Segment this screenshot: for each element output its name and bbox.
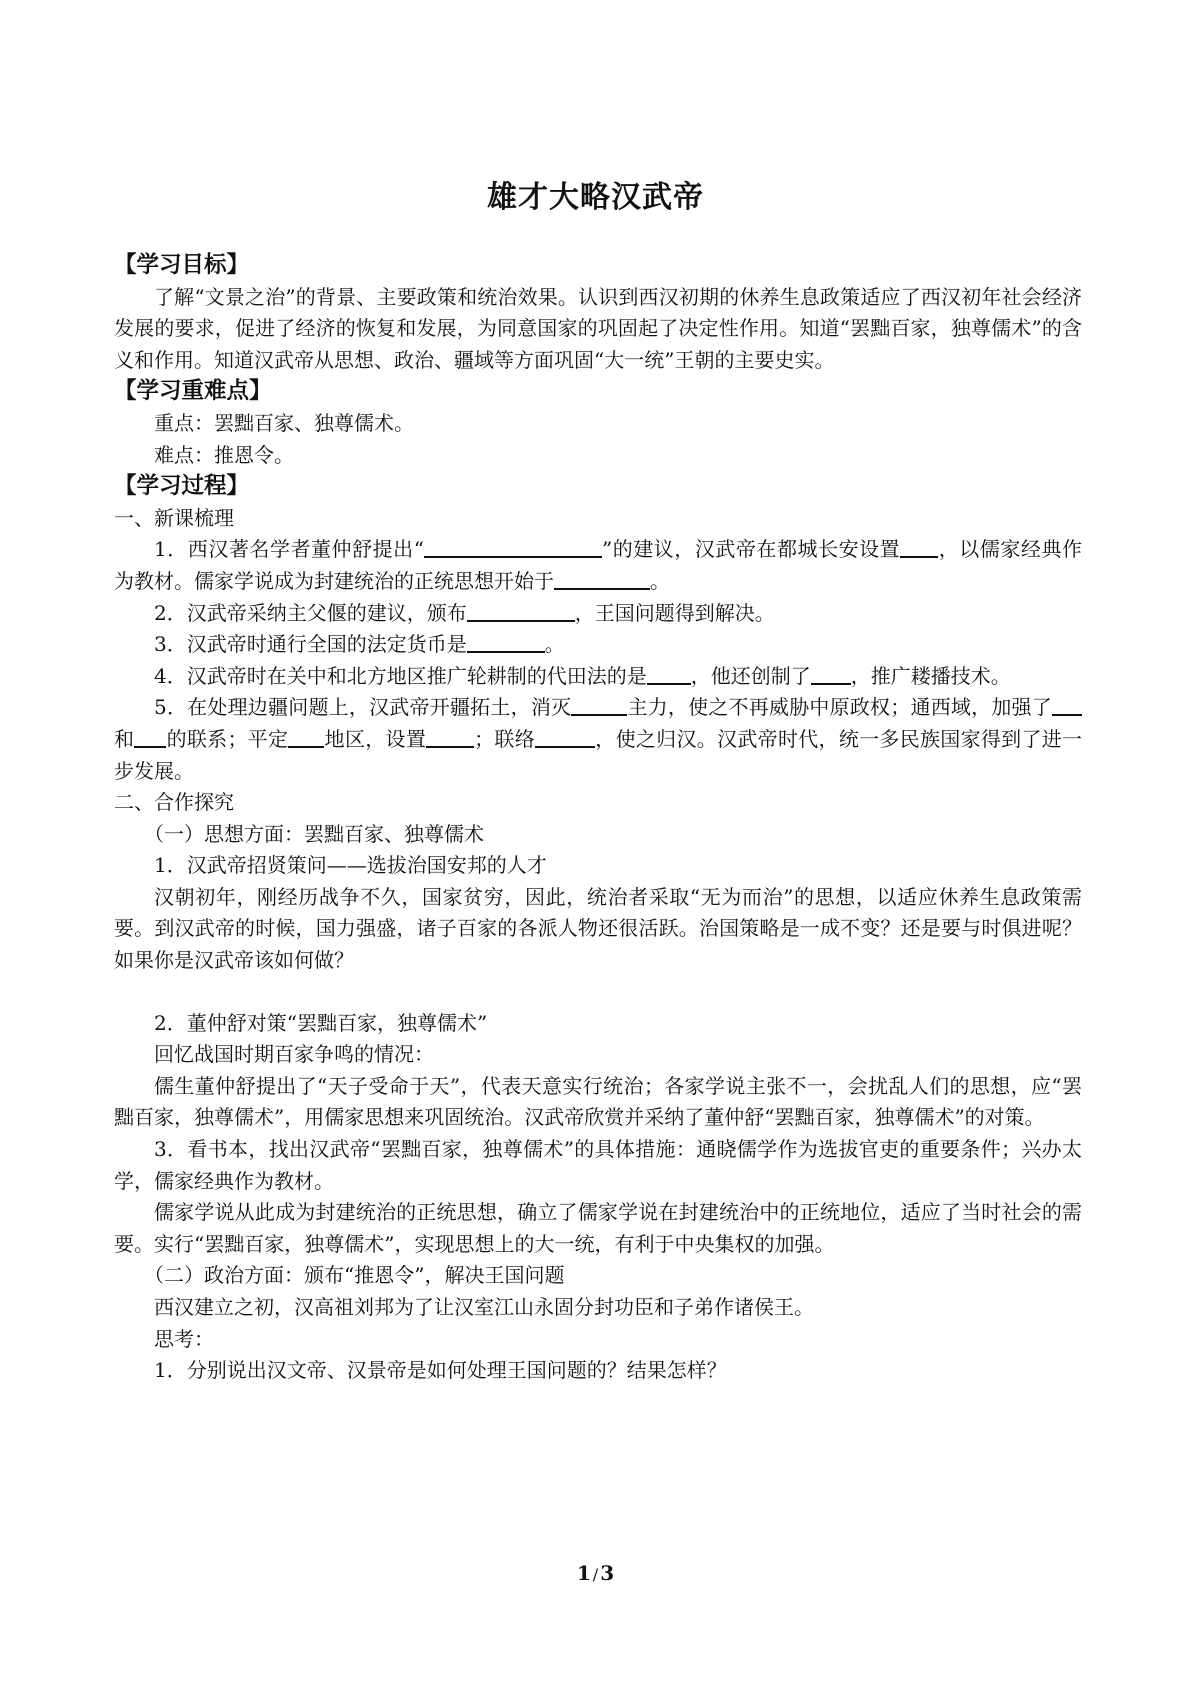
answer-blank[interactable] — [535, 726, 595, 748]
difficult-point: 难点：推恩令。 — [154, 442, 294, 467]
answer-blank[interactable] — [288, 726, 324, 748]
question-5: 5．在处理边疆问题上，汉武帝开疆拓土，消灭 主力，使之不再威胁中原政权；通西域，加强了和 的联系；平定 地区，设置 ；联络 ，使之归汉。汉武帝时代，统一多民族国家得到了进一步发展。 — [114, 695, 1083, 783]
answer-blank[interactable] — [554, 568, 650, 590]
question-1: 1．西汉著名学者董仲舒提出“ ”的建议，汉武帝在都城长安设置 ，以儒家经典作为教材。儒家学说成为封建统治的正统思想开始于 。 — [114, 537, 1082, 593]
goals-heading: 【学习目标】 — [114, 252, 250, 278]
answer-blank[interactable] — [426, 726, 474, 748]
answer-blank[interactable] — [424, 536, 602, 558]
answer-blank[interactable] — [900, 536, 938, 558]
key-points-heading: 【学习重难点】 — [114, 378, 272, 405]
answer-blank[interactable] — [811, 663, 851, 685]
sub1-question-2: 2．董仲舒对策“罢黜百家，独尊儒术” — [154, 1010, 488, 1035]
question-2: 2．汉武帝采纳主父偃的建议，颁布 ，王国问题得到解决。 — [154, 600, 775, 625]
page-separator: / — [592, 1565, 599, 1584]
document-body — [114, 250, 1082, 1387]
goals-text: 了解“文景之治”的背景、主要政策和统治效果。认识到西汉初期的休养生息政策适应了西汉初年社会经济发展的要求，促进了经济的恢复和发展，为同意国家的巩固起了决定性作用。知道“罢黜百家，独尊儒术”的含义和作用。知道汉武帝从思想、政治、疆域等方面巩固“大一统”王朝的主要史实。 — [114, 284, 1082, 372]
page-total: 3 — [600, 1561, 615, 1585]
sub1-paragraph-1: 汉朝初年，刚经历战争不久，国家贫穷，因此，统治者采取“无为而治”的思想，以适应休养生息政策需要。到汉武帝的时候，国力强盛，诸子百家的各派人物还很活跃。治国策略是一成不变？还是要与时俱进呢？如果你是汉武帝该如何做？ — [114, 884, 1082, 973]
page-title: 雄才大略汉武帝 — [487, 180, 704, 215]
sub1-paragraph-3: 儒生董仲舒提出了“天子受命于天”，代表天意实行统治；各家学说主张不一，会扰乱人们的思想，应“罢黜百家，独尊儒术”，用儒家思想来巩固统治。汉武帝欣赏并采纳了董仲舒“罢黜百家，独尊儒术”的对策。 — [114, 1073, 1082, 1130]
answer-blank[interactable] — [571, 694, 627, 716]
sub1-question-1: 1．汉武帝招贤策问——选拔治国安邦的人才 — [154, 853, 547, 878]
part1-title: 一、新课梳理 — [114, 505, 234, 530]
answer-space — [114, 977, 1082, 1008]
key-point: 重点：罢黜百家、独尊儒术。 — [154, 410, 414, 435]
part2-title: 二、合作探究 — [114, 790, 234, 815]
sub2-paragraph-1: 西汉建立之初，汉高祖刘邦为了让汉室江山永固分封功臣和子弟作诸侯王。 — [154, 1295, 814, 1319]
sub1-paragraph-4: 儒家学说从此成为封建统治的正统思想，确立了儒家学说在封建统治中的正统地位，适应了当时社会的需要。实行“罢黜百家，独尊儒术”，实现思想上的大一统，有利于中央集权的加强。 — [114, 1200, 1082, 1256]
question-3: 3．汉武帝时通行全国的法定货币是 。 — [154, 632, 565, 657]
sub1-title: （一）思想方面：罢黜百家、独尊儒术 — [144, 821, 484, 846]
sub1-paragraph-2: 回忆战国时期百家争鸣的情况： — [154, 1042, 434, 1067]
page-current: 1 — [576, 1561, 591, 1585]
sub2-title: （二）政治方面：颁布“推恩令”，解决王国问题 — [144, 1263, 565, 1288]
answer-blank[interactable] — [647, 663, 691, 685]
sub2-think-label: 思考： — [154, 1326, 214, 1351]
question-4: 4．汉武帝时在关中和北方地区推广轮耕制的代田法的是 ，他还创制了 ，推广耧播技术。 — [154, 663, 1011, 688]
answer-blank[interactable] — [1052, 694, 1082, 716]
page-number — [0, 1561, 1191, 1585]
answer-blank[interactable] — [467, 600, 575, 622]
process-heading: 【学习过程】 — [114, 473, 250, 500]
answer-blank[interactable] — [134, 726, 166, 748]
sub2-question-1: 1．分别说出汉文帝、汉景帝是如何处理王国问题的？结果怎样？ — [154, 1358, 727, 1383]
answer-blank[interactable] — [467, 631, 545, 653]
sub1-question-3: 3．看书本，找出汉武帝“罢黜百家，独尊儒术”的具体措施：通晓儒学作为选拔官吏的重要条件；兴办太学，儒家经典作为教材。 — [114, 1137, 1082, 1193]
